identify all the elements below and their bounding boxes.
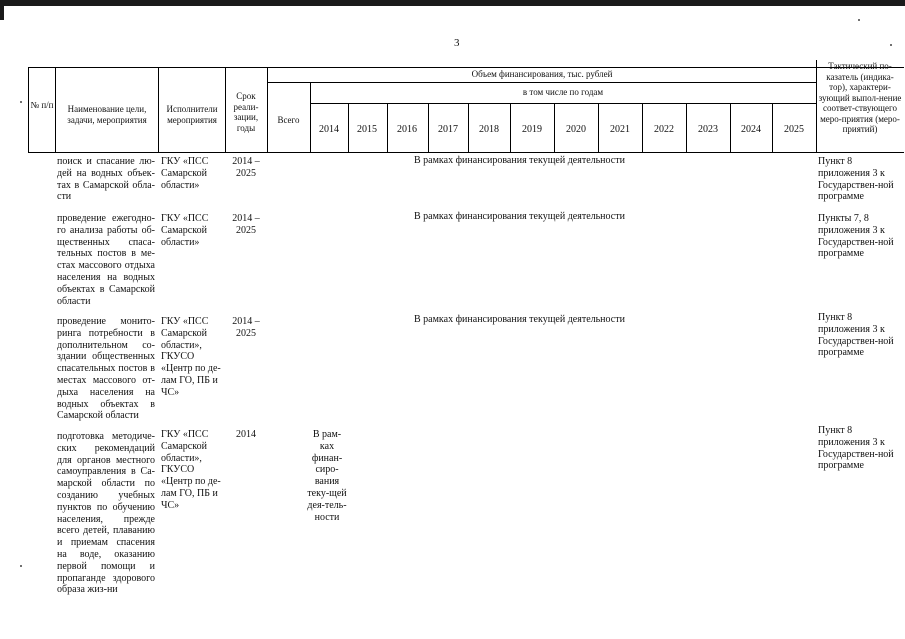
col-line xyxy=(510,103,511,153)
header-top-line xyxy=(28,67,904,68)
row-3-executors: ГКУ «ПСС Самарской области», ГКУСО «Центр по де-лам ГО, ПБ и ЧС» xyxy=(161,316,221,398)
header-num: № п/п xyxy=(30,100,54,110)
row-3-funding-note: В рамках финансирования текущей деятельности xyxy=(414,314,625,325)
header-total: Всего xyxy=(277,115,300,125)
col-line xyxy=(225,67,226,153)
header-indicator: Тактический по-казатель (индика-тор), характери-зующий выпол-нение соответ-ствующего меро-приятия (меро-приятий) xyxy=(818,61,902,134)
col-line xyxy=(598,103,599,153)
row-3-indicator: Пункт 8 приложения 3 к Государствен-ной программе xyxy=(818,312,894,359)
year-label: 2014 xyxy=(319,124,339,135)
col-line xyxy=(158,67,159,153)
row-1-name: поиск и спасание лю-дей на водных объек-тах в Самарской обла-сти xyxy=(57,156,155,203)
row-3-term: 2014 – 2025 xyxy=(232,316,260,339)
row-1-funding-note: В рамках финансирования текущей деятельности xyxy=(414,155,625,166)
row-1-executors: ГКУ «ПСС Самарской области» xyxy=(161,156,209,191)
col-line xyxy=(55,67,56,153)
row-4-executors: ГКУ «ПСС Самарской области», ГКУСО «Центр по де-лам ГО, ПБ и ЧС» xyxy=(161,429,221,511)
row-2-name: проведение ежегодно-го анализа работы об-щественных спаса-тельных постов в ме-стах массового отдыха населения на водных объектах в Самарской области xyxy=(57,213,155,307)
row-4-term: 2014 xyxy=(236,429,256,440)
row-4-funding-note: В рам-ках финан-сиро-вания теку-щей дея-тель-ности xyxy=(307,429,347,523)
scan-speck xyxy=(858,19,860,21)
header-line-funding xyxy=(267,82,816,83)
row-1-term: 2014 – 2025 xyxy=(232,156,260,179)
scan-speck xyxy=(20,101,22,103)
row-2-term: 2014 – 2025 xyxy=(232,213,260,236)
year-label: 2021 xyxy=(610,124,630,135)
header-name: Наименование цели, задачи, мероприятия xyxy=(67,104,147,125)
row-4-name: подготовка методиче-ских рекомендаций для органов местного самоуправления в Са-марской области по созданию учебных пунктов по обучению населения, прежде всего детей, плаванию и приемам спасения на воде, оказанию первой помощи и пропаганде здорового образа жиз-ни xyxy=(57,431,155,596)
page-number: 3 xyxy=(454,37,460,49)
year-label: 2020 xyxy=(566,124,586,135)
col-line xyxy=(267,67,268,153)
year-label: 2025 xyxy=(784,124,804,135)
row-1-indicator: Пункт 8 приложения 3 к Государствен-ной программе xyxy=(818,156,894,203)
year-label: 2017 xyxy=(438,124,458,135)
year-label: 2024 xyxy=(741,124,761,135)
header-executors: Исполнители мероприятия xyxy=(166,104,218,125)
row-2-executors: ГКУ «ПСС Самарской области» xyxy=(161,213,209,248)
year-label: 2015 xyxy=(357,124,377,135)
scan-top-edge xyxy=(0,0,905,6)
row-2-funding-note: В рамках финансирования текущей деятельности xyxy=(414,211,625,222)
row-2-indicator: Пункты 7, 8 приложения 3 к Государствен-ной программе xyxy=(818,213,894,260)
year-label: 2016 xyxy=(397,124,417,135)
col-line xyxy=(772,103,773,153)
row-3-name: проведение монито-ринга потребности в дополнительном со-здании общественных спасательных постов в местах массового от-дыха населения на водных объектах в Самарской области xyxy=(57,316,155,422)
scan-speck xyxy=(890,44,892,46)
year-label: 2019 xyxy=(522,124,542,135)
header-funding: Объем финансирования, тыс. рублей xyxy=(471,69,613,79)
col-line xyxy=(686,103,687,153)
header-line-years xyxy=(310,103,816,104)
col-line xyxy=(642,103,643,153)
header-term: Срок реали-зации, годы xyxy=(233,91,259,133)
header-by-years: в том числе по годам xyxy=(522,87,604,97)
year-label: 2018 xyxy=(479,124,499,135)
year-label: 2023 xyxy=(698,124,718,135)
row-4-indicator: Пункт 8 приложения 3 к Государствен-ной программе xyxy=(818,425,894,472)
scan-left-edge xyxy=(0,0,4,20)
col-line xyxy=(816,60,817,153)
col-line xyxy=(554,103,555,153)
year-label: 2022 xyxy=(654,124,674,135)
scan-speck xyxy=(20,565,22,567)
